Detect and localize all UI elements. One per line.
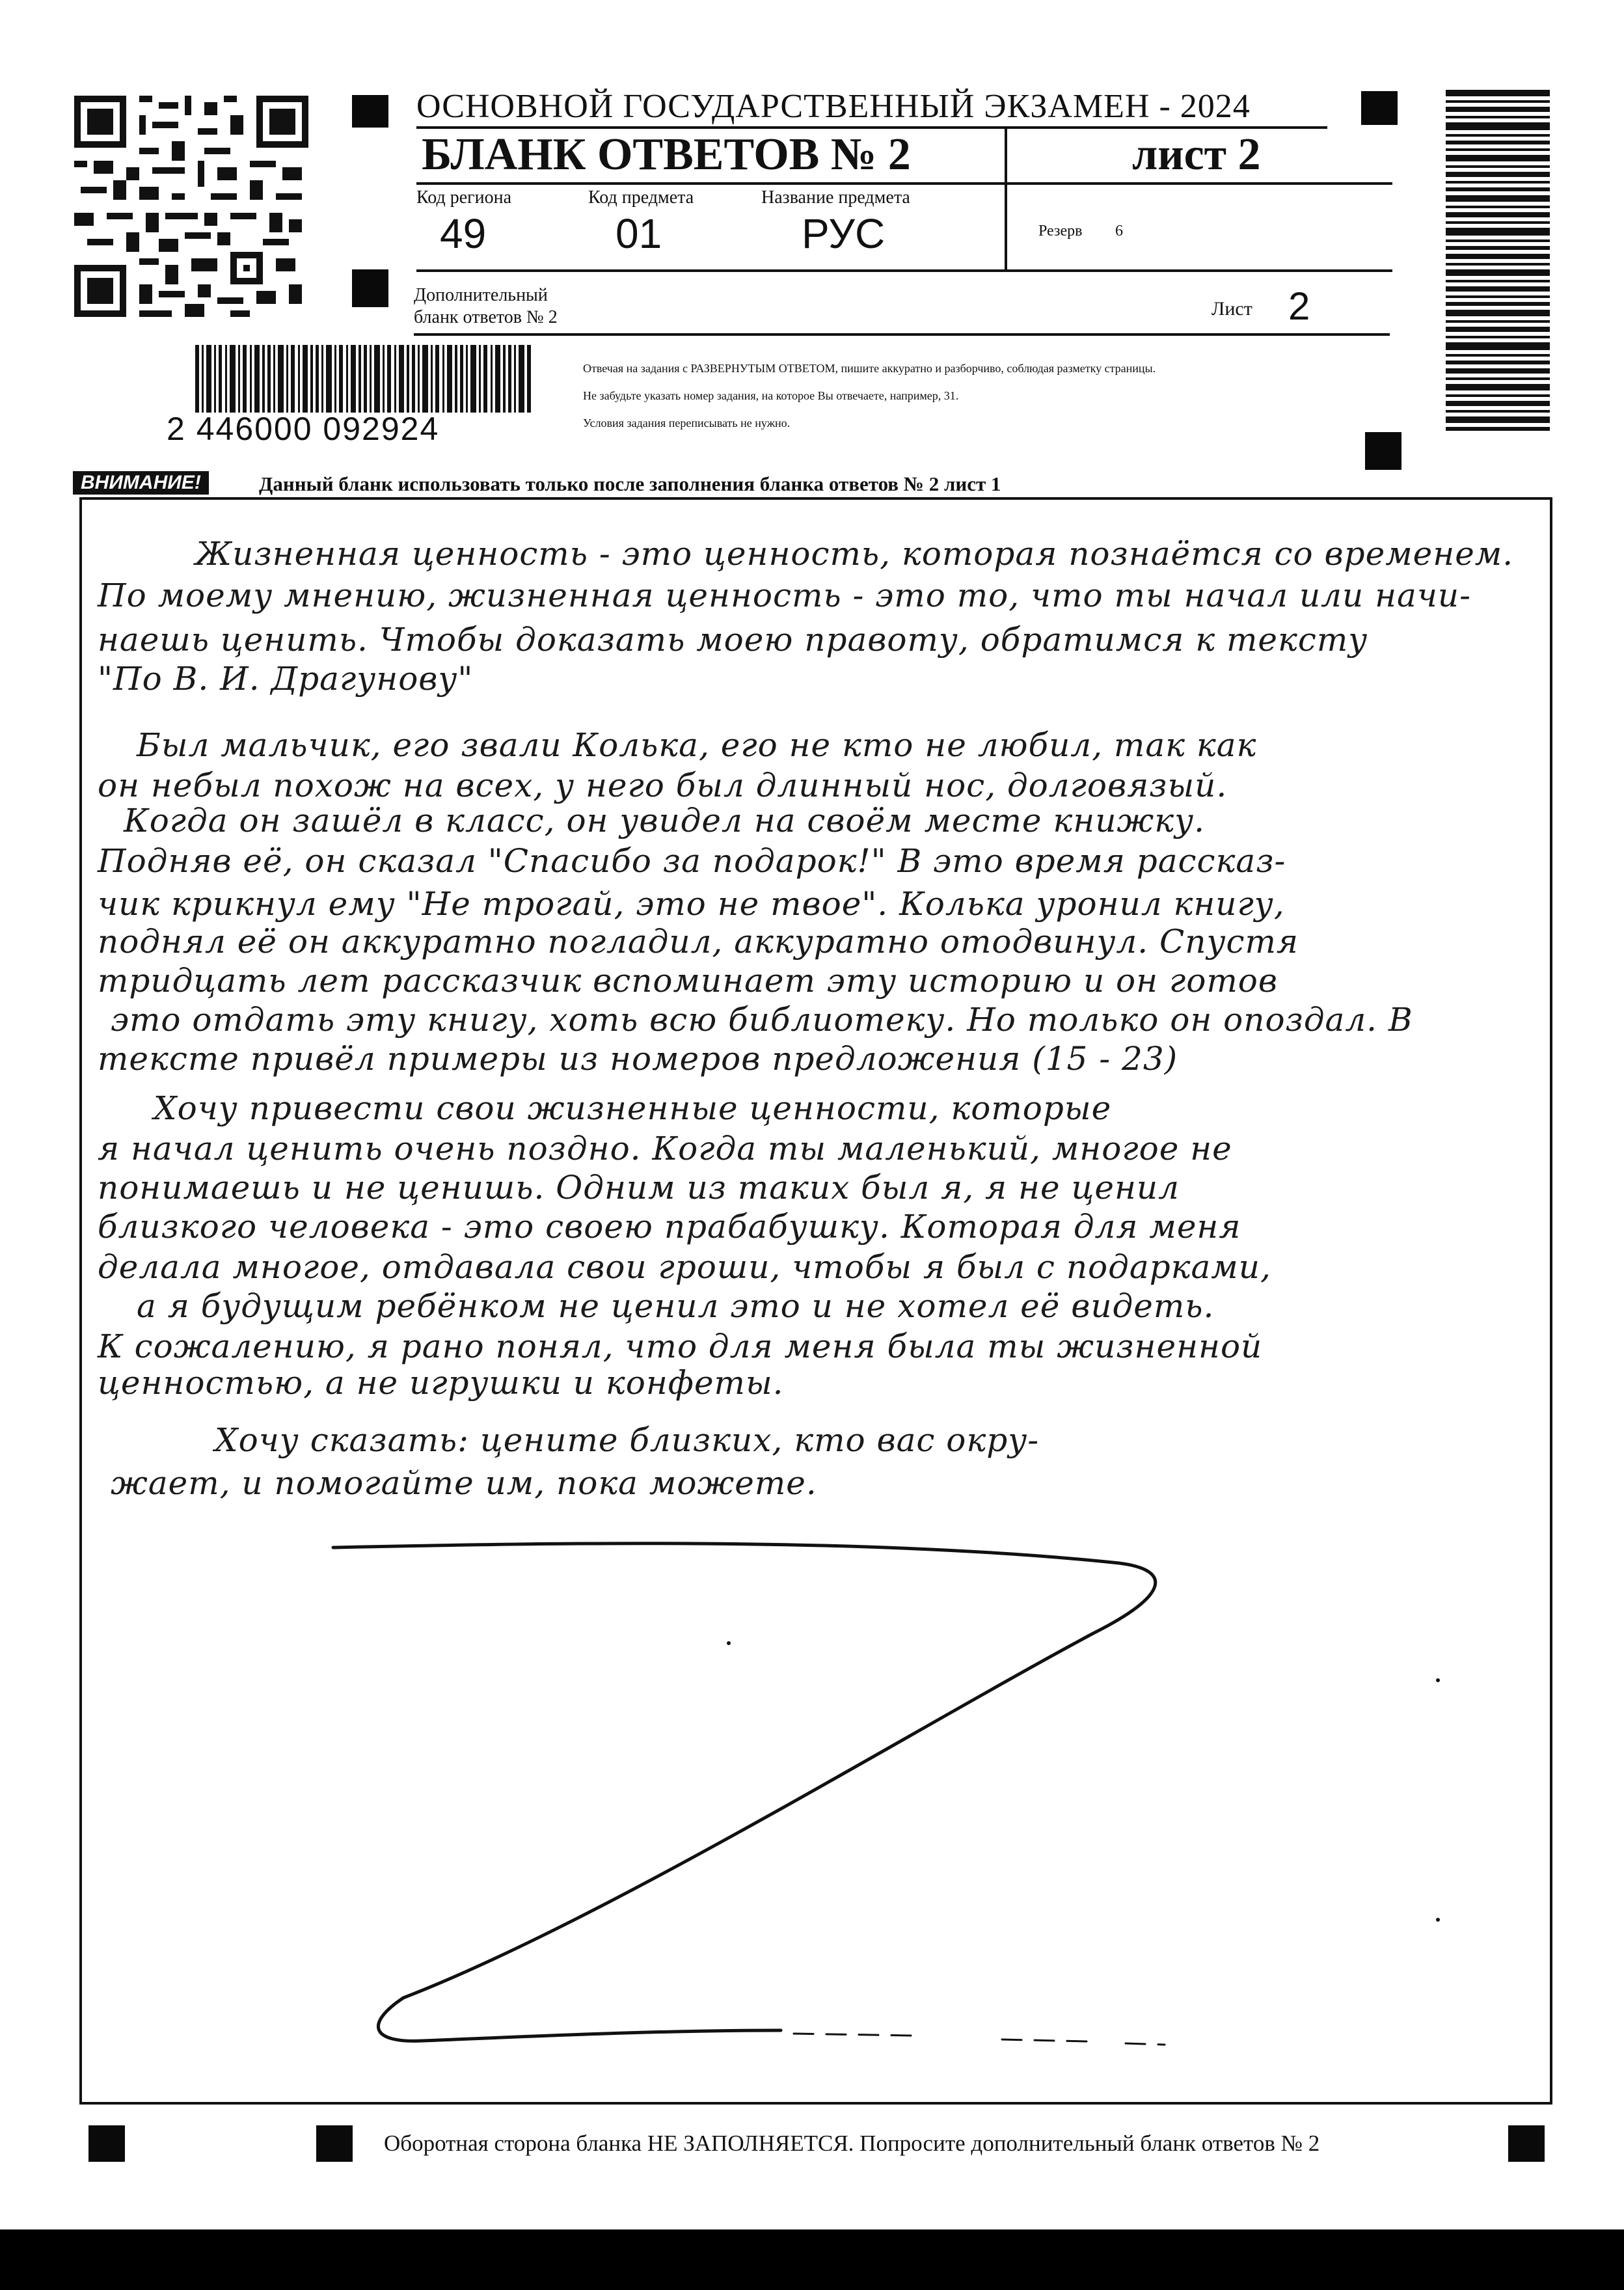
additional-form-label-2: бланк ответов № 2 — [414, 307, 558, 327]
answer-line: Жизненная ценность - это ценность, которая познаётся со временем. — [195, 535, 1514, 573]
answer-line: Был мальчик, его звали Колька, его не кто не любил, так как — [137, 726, 1257, 764]
additional-sheet-value: 2 — [1288, 284, 1310, 328]
footer-notice: Оборотная сторона бланка НЕ ЗАПОЛНЯЕТСЯ. Попросите дополнительный бланк ответов № 2 — [384, 2131, 1320, 2156]
answer-line: Когда он зашёл в класс, он увидел на своём месте книжку. — [124, 802, 1206, 839]
header-divider — [1005, 129, 1007, 272]
subject-code-label: Код предмета — [588, 187, 694, 208]
answer-line: понимаешь и не ценишь. Одним из таких был я, я не ценил — [98, 1169, 1180, 1206]
z-strike-mark — [325, 1529, 1496, 2063]
registration-mark — [1361, 91, 1398, 125]
answer-line: поднял её он аккуратно погладил, аккуратно отодвинул. Спустя — [98, 923, 1299, 961]
additional-underline — [414, 333, 1390, 336]
subject-code-value: 01 — [616, 210, 662, 257]
horizontal-barcode — [195, 345, 534, 413]
answer-line: По моему мнению, жизненная ценность - это то, что ты начал или начи- — [98, 577, 1472, 614]
additional-sheet-label: Лист — [1211, 298, 1252, 320]
registration-mark — [316, 2125, 353, 2162]
registration-mark — [352, 95, 388, 128]
reserve-label: Резерв — [1038, 223, 1083, 239]
answer-line: Хочу привести свои жизненные ценности, которые — [154, 1089, 1112, 1127]
answer-line: "По В. И. Драгунову" — [98, 660, 474, 698]
subject-name-value: РУС — [802, 210, 886, 257]
answer-line: Хочу сказать: цените близких, кто вас окру- — [215, 1421, 1040, 1459]
answer-line: чик крикнул ему "Не трогай, это не твое". Колька уронил книгу, — [98, 885, 1285, 923]
answer-line: К сожалению, я рано понял, что для меня была ты жизненной — [98, 1328, 1263, 1365]
code-row-underline — [416, 269, 1392, 272]
answer-line: а я будущим ребёнком не ценил это и не хотел её видеть. — [137, 1287, 1215, 1325]
form-title: БЛАНК ОТВЕТОВ № 2 — [422, 129, 911, 180]
barcode-number: 2 446000 092924 — [167, 411, 440, 447]
instruction-line: Отвечая на задания с РАЗВЕРНУТЫМ ОТВЕТОМ, пишите аккуратно и разборчиво, соблюдая разметку страницы. — [583, 362, 1156, 375]
instruction-line: Условия задания переписывать не нужно. — [583, 416, 791, 429]
region-code-value: 49 — [440, 210, 487, 257]
registration-mark — [352, 269, 388, 307]
region-code-label: Код региона — [416, 187, 512, 208]
answer-line: Подняв её, он сказал "Спасибо за подарок!" В это время рассказ- — [98, 842, 1286, 880]
answer-line: наешь ценить. Чтобы доказать моею правоту, обратимся к тексту — [98, 621, 1368, 659]
registration-mark — [88, 2125, 125, 2162]
reserve-value: 6 — [1115, 223, 1123, 239]
answer-line: это отдать эту книгу, хоть всю библиотеку. Но только он опоздал. В — [111, 1001, 1413, 1039]
instruction-line: Не забудьте указать номер задания, на которое Вы отвечаете, например, 31. — [583, 389, 959, 402]
form-title-underline — [416, 182, 1392, 185]
answer-line: тридцать лет рассказчик вспоминает эту историю и он готов — [98, 962, 1278, 1000]
answer-line: он небыл похож на всех, у него был длинный нос, долговязый. — [98, 767, 1228, 804]
exam-title: ОСНОВНОЙ ГОСУДАРСТВЕННЫЙ ЭКЗАМЕН - 2024 — [416, 88, 1251, 125]
additional-form-label: Дополнительный — [414, 285, 548, 305]
answer-line: делала многое, отдавала свои гроши, чтобы я был с подарками, — [98, 1248, 1271, 1286]
registration-mark — [1508, 2125, 1545, 2162]
scan-edge — [0, 2229, 1624, 2290]
vertical-barcode — [1446, 90, 1550, 433]
answer-line: близкого человека - это своею прабабушку. Которая для меня — [98, 1208, 1241, 1246]
warning-badge: ВНИМАНИЕ! — [73, 471, 209, 495]
qr-code — [74, 95, 308, 318]
answer-line: тексте привёл примеры из номеров предложения (15 - 23) — [98, 1040, 1178, 1078]
sheet-label: лист 2 — [1132, 129, 1261, 180]
answer-line: ценностью, а не игрушки и конфеты. — [98, 1364, 784, 1402]
warning-text: Данный бланк использовать только после заполнения бланка ответов № 2 лист 1 — [259, 472, 1001, 495]
registration-mark — [1365, 432, 1401, 470]
answer-line: жает, и помогайте им, пока можете. — [111, 1464, 817, 1502]
subject-name-label: Название предмета — [761, 187, 910, 208]
answer-line: я начал ценить очень поздно. Когда ты маленький, многое не — [98, 1130, 1232, 1167]
